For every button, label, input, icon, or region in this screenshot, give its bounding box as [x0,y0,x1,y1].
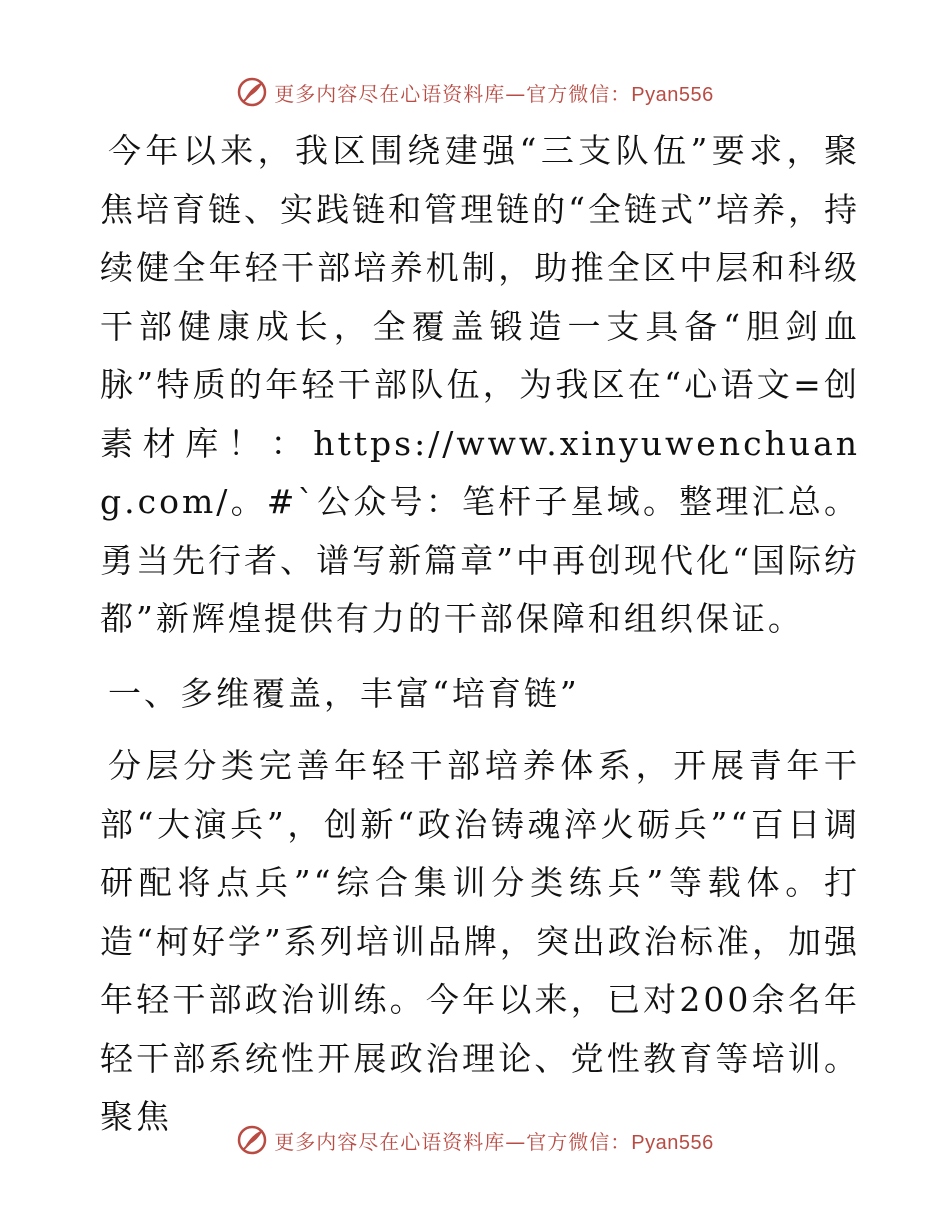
watermark-text [274,78,713,107]
watermark-text [274,1126,713,1155]
section-heading-1: 一、多维覆盖，丰富“培育链” [108,673,580,713]
watermark-wechat-id: Pyan556 [631,1131,714,1154]
watermark-header [0,72,950,112]
feather-pen-logo-icon [236,1124,268,1156]
watermark-label: 更多内容尽在心语资料库—官方微信： [274,1129,632,1154]
feather-pen-logo-icon [236,76,268,108]
watermark-footer [0,1120,950,1160]
watermark-wechat-id: Pyan556 [631,83,714,106]
document-body [100,122,860,1147]
paragraph-training-system: 分层分类完善年轻干部培养体系，开展青年干部“大演兵”，创新“政治铸魂淬火砺兵”“百日调研配将点兵”“综合集训分类练兵”等载体。打造“柯好学”系列培训品牌，突出政治标准，加强年轻干部政治训练。今年以来，已对200余名年轻干部系统性开展政治理论、党性教育等培训。聚焦 [100,746,860,1136]
watermark-label: 更多内容尽在心语资料库—官方微信： [274,81,632,106]
paragraph-intro: 今年以来，我区围绕建强“三支队伍”要求，聚焦培育链、实践链和管理链的“全链式”培养，持续健全年轻干部培养机制，助推全区中层和科级干部健康成长，全覆盖锻造一支具备“胆剑血脉”特质的年轻干部队伍，为我区在“心语文=创素材库！：https://www.xinyuwenchuang.com/。#`公众号：笔杆子星域。整理汇总。勇当先行者、谱写新篇章”中再创现代化“国际纺都”新辉煌提供有力的干部保障和组织保证。 [100,131,860,638]
